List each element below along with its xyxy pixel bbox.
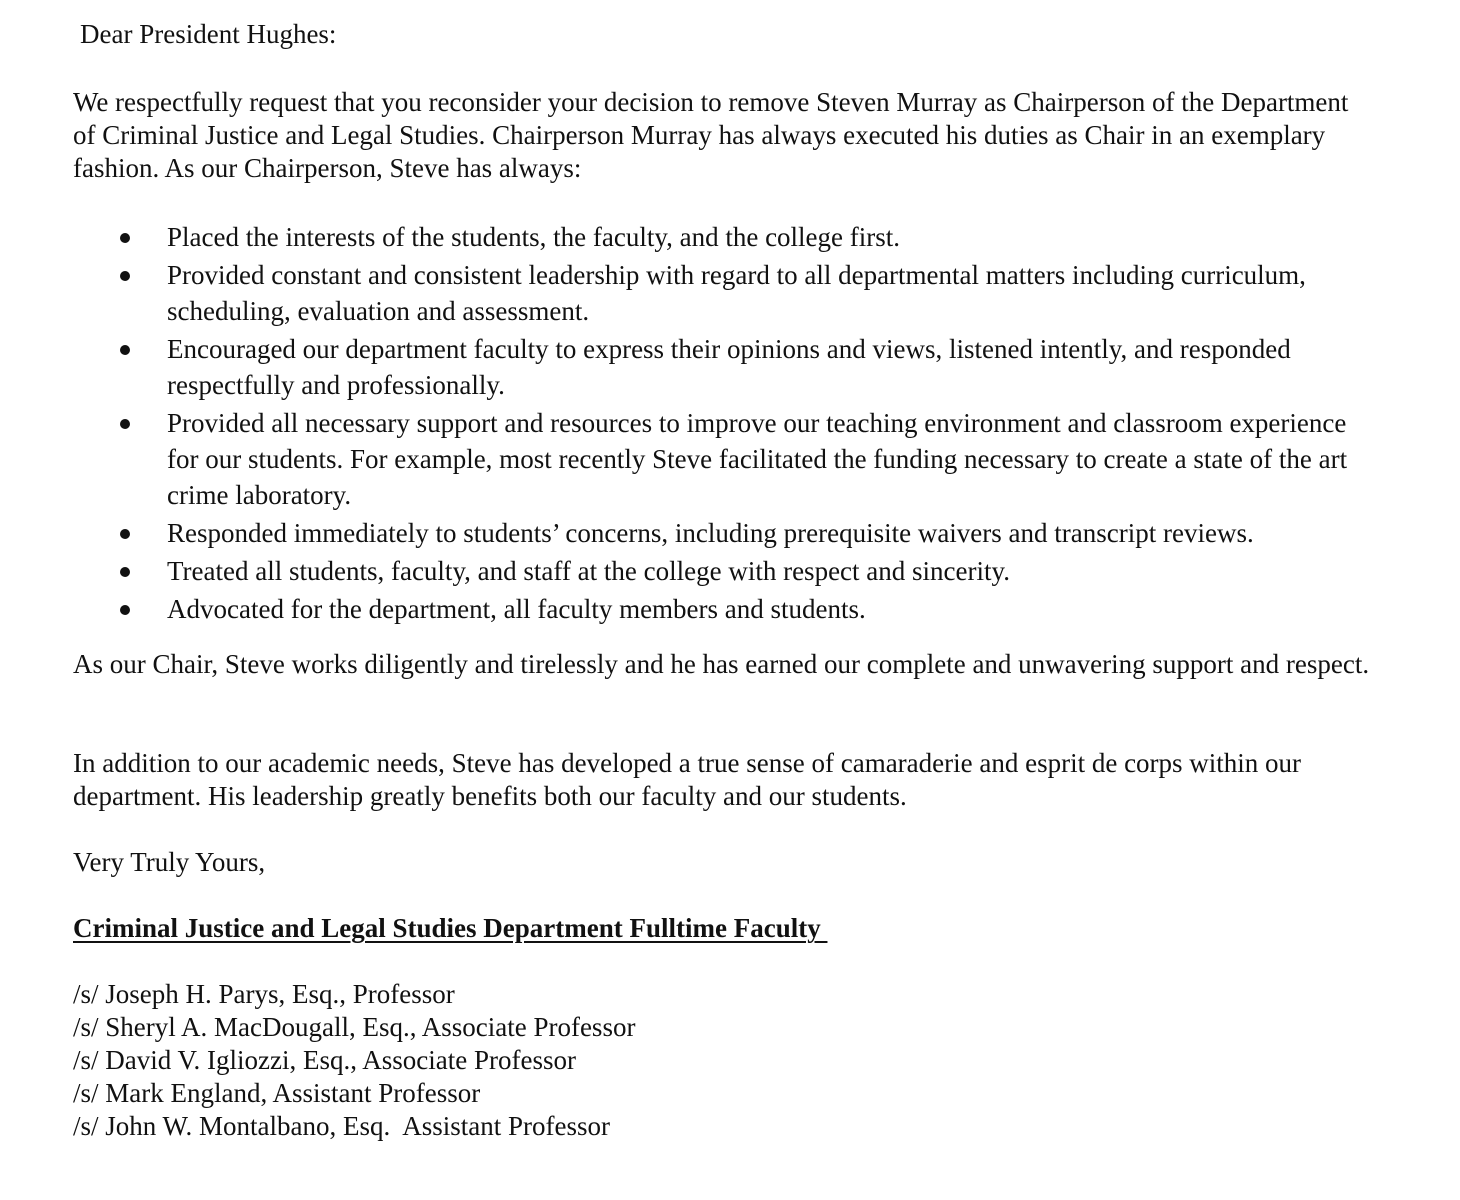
list-item-text: Placed the interests of the students, the faculty, and the college first. <box>167 222 901 252</box>
chair-paragraph: As our Chair, Steve works diligently and tirelessly and he has earned our complete and unwavering support and respect. <box>73 649 1370 679</box>
list-item-text: Treated all students, faculty, and staff at the college with respect and sincerity. <box>167 556 1010 586</box>
list-item-text: Advocated for the department, all faculty members and students. <box>167 594 866 624</box>
salutation: Dear President Hughes: <box>80 19 337 49</box>
camaraderie-paragraph: In addition to our academic needs, Steve has developed a true sense of camaraderie and esprit de corps within our department. His leadership greatly benefits both our faculty and our students. <box>73 748 1302 811</box>
list-item-text: Provided all necessary support and resources to improve our teaching environment and classroom experience for our students. For example, most recently Steve facilitated the funding necessary to create a state of the art crime laboratory. <box>167 408 1348 510</box>
closing: Very Truly Yours, <box>73 847 266 877</box>
bullet-icon <box>120 419 130 429</box>
bullet-icon <box>120 271 130 281</box>
list-item <box>0 219 1382 255</box>
department-heading: Criminal Justice and Legal Studies Department Fulltime Faculty <box>73 913 828 943</box>
list-item <box>0 553 1382 589</box>
bullet-icon <box>120 605 130 615</box>
signature-line: /s/ Mark England, Assistant Professor <box>73 1078 481 1108</box>
list-item-text: Encouraged our department faculty to express their opinions and views, listened intently, and responded respectfully and professionally. <box>167 334 1291 400</box>
list-item <box>0 331 1382 403</box>
list-item <box>0 405 1382 513</box>
list-item-text: Provided constant and consistent leadership with regard to all departmental matters including curriculum, scheduling, evaluation and assessment. <box>167 260 1306 326</box>
signature-line: /s/ Sheryl A. MacDougall, Esq., Associate Professor <box>73 1012 636 1042</box>
list-item <box>0 257 1382 329</box>
achievements-list <box>0 219 1460 629</box>
signature-line: /s/ John W. Montalbano, Esq. Assistant Professor <box>73 1111 611 1141</box>
bullet-icon <box>120 233 130 243</box>
bullet-icon <box>120 345 130 355</box>
list-item <box>0 591 1382 627</box>
intro-paragraph: We respectfully request that you reconsider your decision to remove Steven Murray as Chairperson of the Department of Criminal Justice and Legal Studies. Chairperson Murray has always executed his duties as Chair in an exemplary fashion. As our Chairperson, Steve has always: <box>73 87 1349 183</box>
signature-list <box>73 978 635 1143</box>
list-item-text: Responded immediately to students’ concerns, including prerequisite waivers and transcript reviews. <box>167 518 1254 548</box>
list-item <box>0 515 1382 551</box>
bullet-icon <box>120 567 130 577</box>
bullet-icon <box>120 529 130 539</box>
signature-line: /s/ David V. Igliozzi, Esq., Associate Professor <box>73 1045 576 1075</box>
signature-line: /s/ Joseph H. Parys, Esq., Professor <box>73 979 455 1009</box>
